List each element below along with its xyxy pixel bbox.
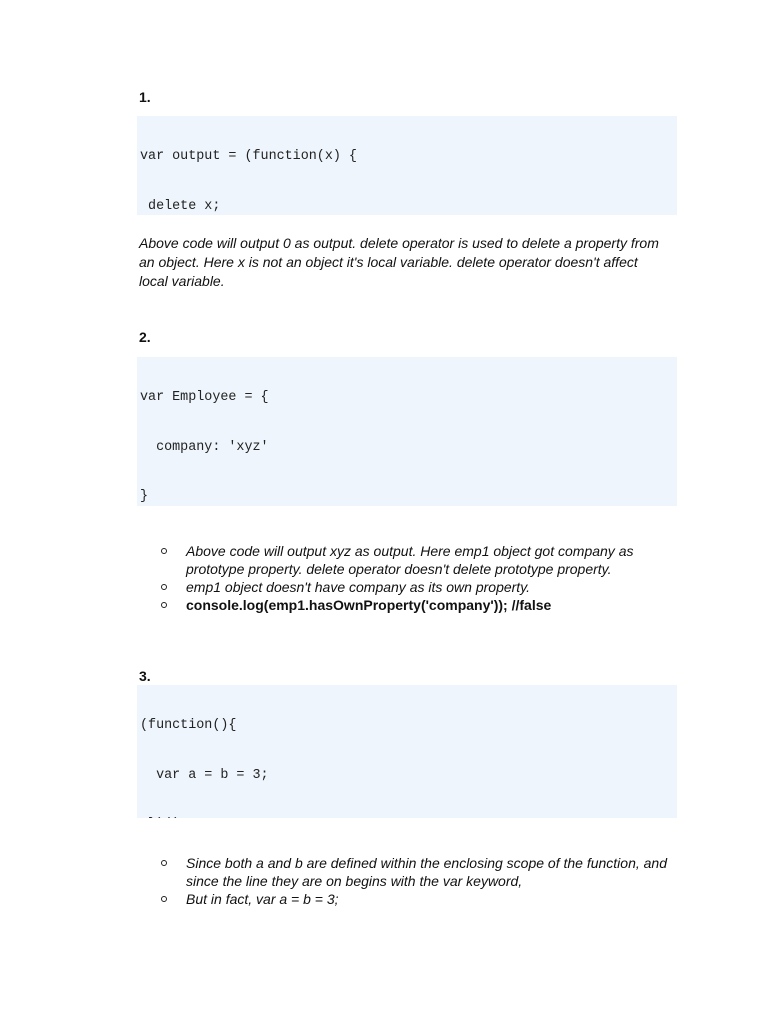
question-1-explanation: Above code will output 0 as output. delete operator is used to delete a property from an object. Here x is not an object it's local variable. delete operator doesn't affect local variable. [139,235,659,289]
bullet-circle-icon [161,602,167,608]
code-line: } [140,489,149,504]
question-1-code-block [137,116,677,215]
question-3-number: 3. [139,668,151,684]
question-1-number: 1. [139,89,151,105]
question-2-bullet-list [139,542,679,614]
question-2-number: 2. [139,329,151,345]
list-item-text: console.log(emp1.hasOwnProperty('company')); //false [186,597,552,613]
bullet-circle-icon [161,584,167,590]
code-line: var output = (function(x) { [140,149,357,164]
code-line [140,817,677,818]
list-item-text: Above code will output xyz as output. Here emp1 object got company as prototype property. delete operator doesn't delete prototype property. [186,543,634,577]
list-item [139,578,679,596]
question-2-code-block [137,357,677,506]
question-3-code-block [137,685,677,818]
bullet-circle-icon [161,896,167,902]
list-item [139,542,679,578]
list-item [139,890,679,908]
list-item-text: Since both a and b are defined within the enclosing scope of the function, and since the line they are on begins with the var keyword, [186,855,668,889]
list-item [139,596,679,614]
code-line: (function(){ [140,718,237,733]
bullet-circle-icon [161,548,167,554]
list-item [139,854,679,890]
list-item-text: emp1 object doesn't have company as its own property. [186,579,531,595]
list-item-text: But in fact, var a = b = 3; [186,891,339,907]
code-line: delete x; [140,198,221,214]
code-line: company: 'xyz' [140,439,269,455]
bullet-circle-icon [161,860,167,866]
code-line: var Employee = { [140,390,269,405]
code-line: var a = b = 3; [140,767,269,783]
question-3-bullet-list [139,854,679,908]
